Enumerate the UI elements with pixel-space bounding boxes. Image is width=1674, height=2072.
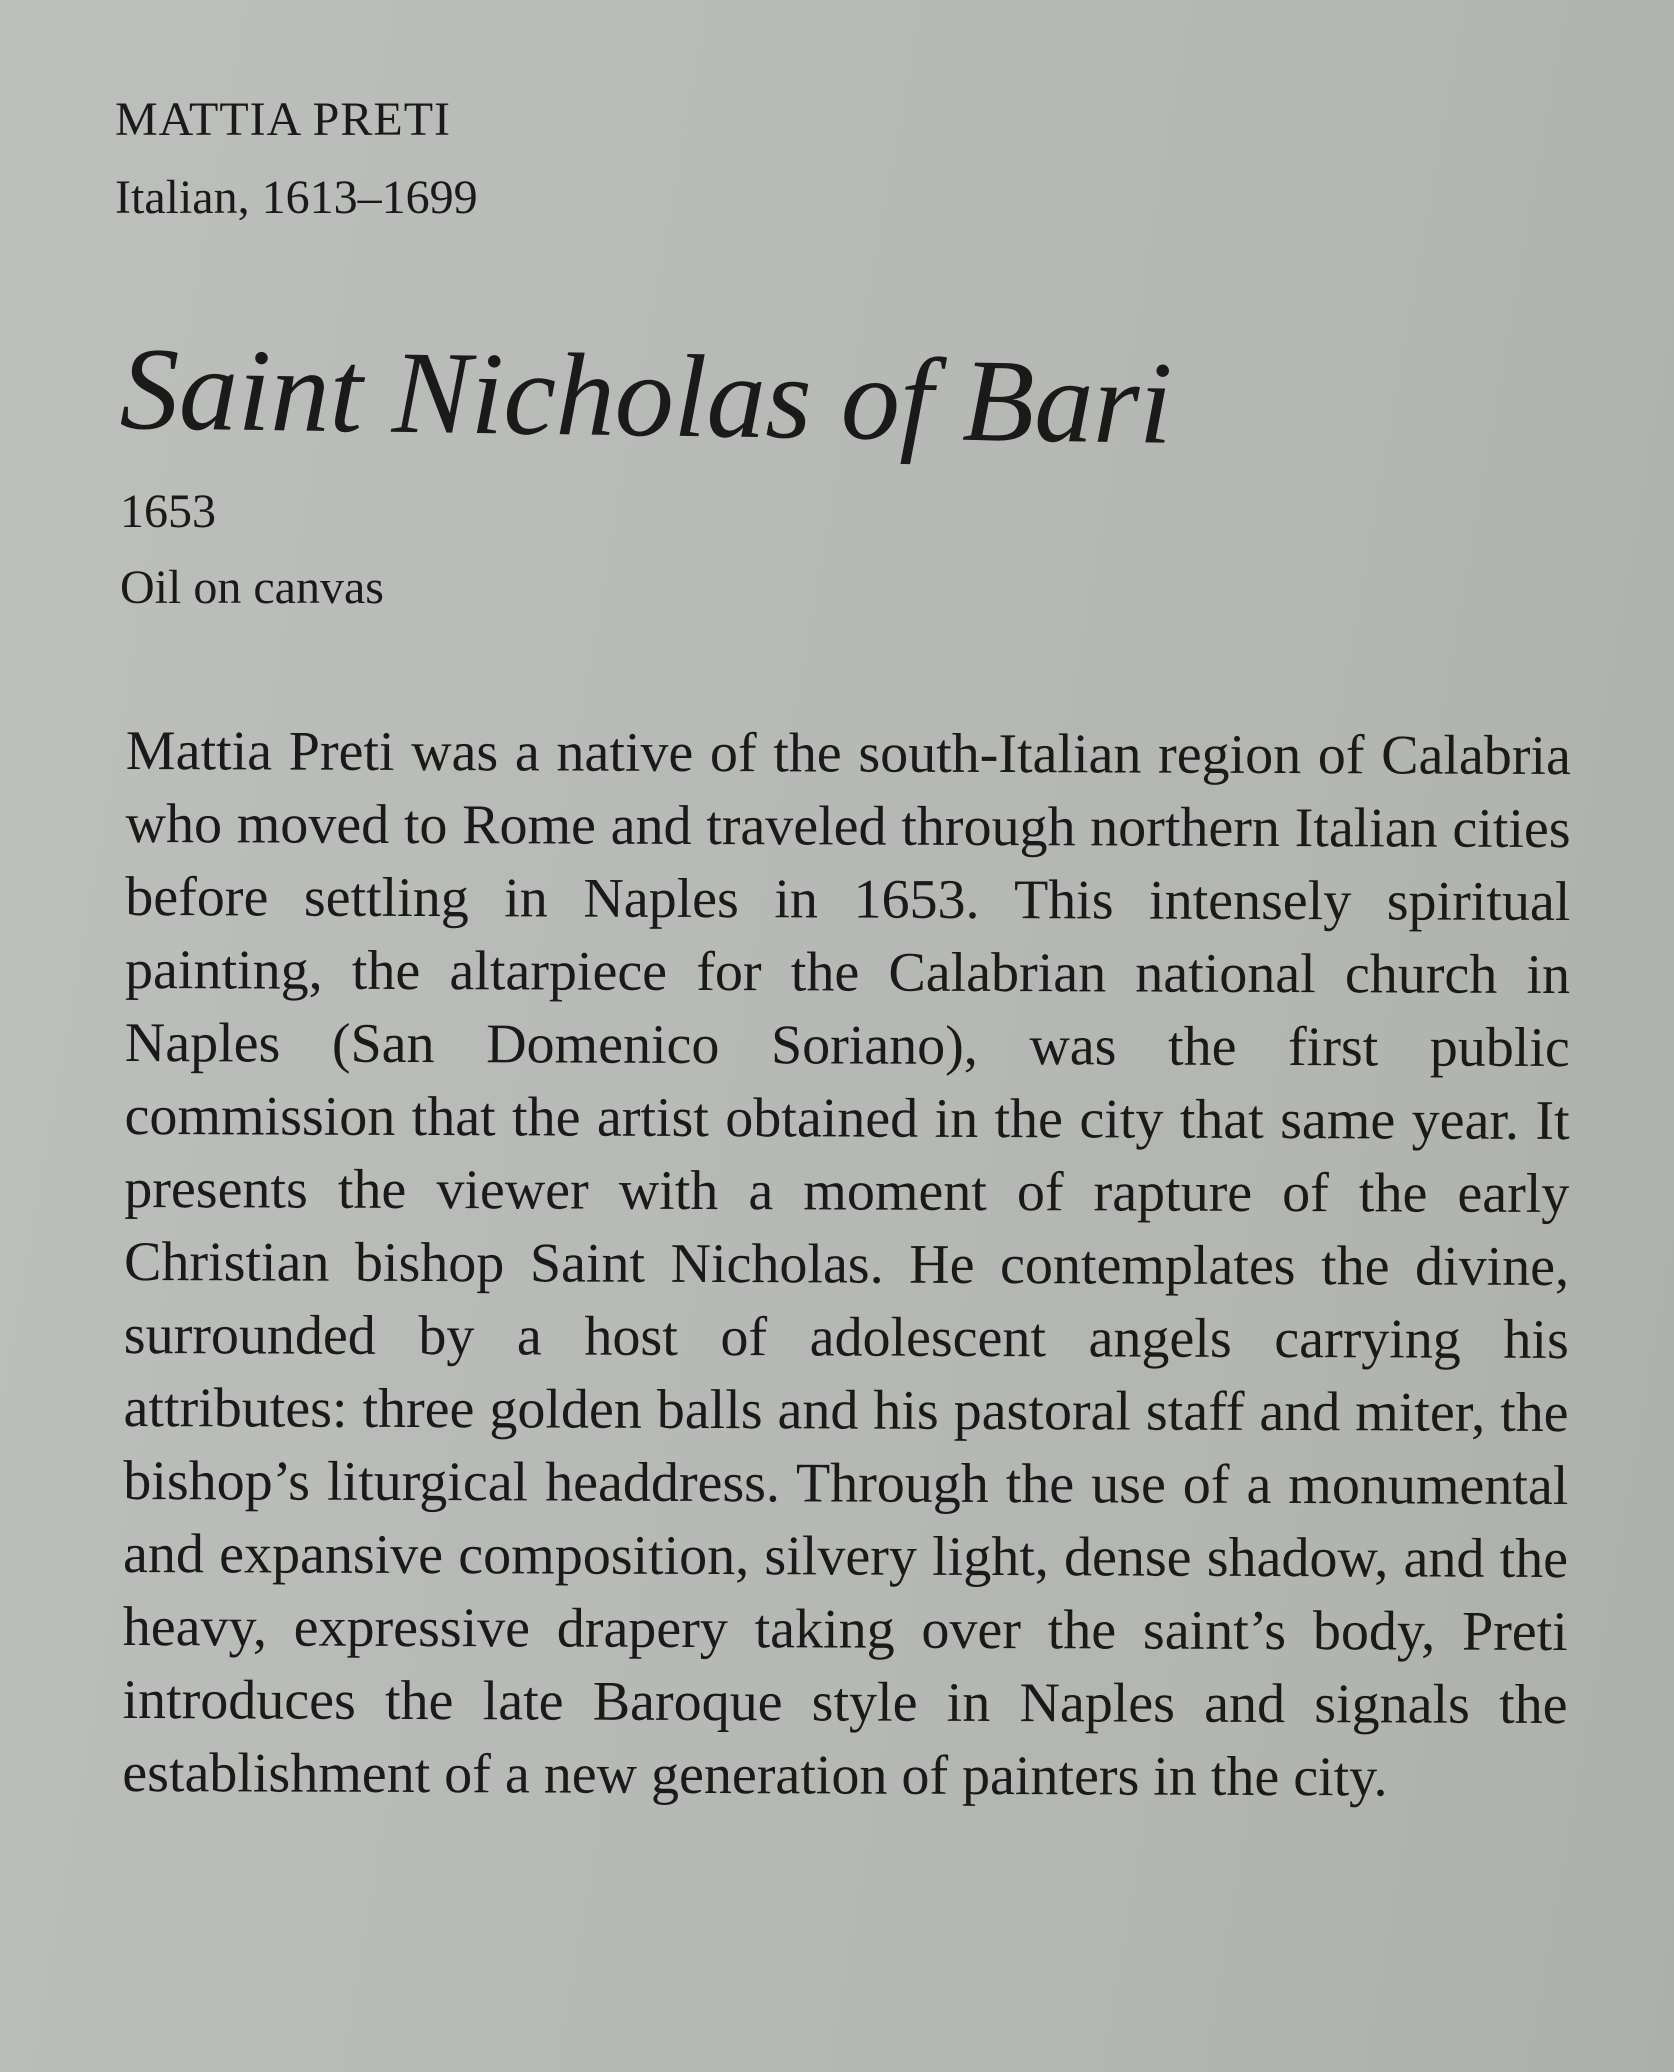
artwork-description: Mattia Preti was a native of the south-Italian region of Calabria who moved to Rome and traveled through northern Italian cities before settling in Naples in 1653. This intensely spiritual painting, the altarpiece for the Calabrian national church in Naples (San Domenico Soriano), was the first public commission that the artist obtained in the city that same year. It presents the viewer with a moment of rapture of the early Christian bishop Saint Nicholas. He contemplates the divine, surrounded by a host of adolescent angels carrying his attributes: three golden balls and his pastoral staff and miter, the bishop’s liturgical headdress. Through the use of a monumental and expansive composition, silvery light, dense shadow, and the heavy, expressive drapery taking over the saint’s body, Preti introduces the late Baroque style in Naples and signals the establishment of a new generation of painters in the city. xyxy=(122,720,1571,1809)
artwork-date: 1653 xyxy=(120,485,216,538)
artwork-title: Saint Nicholas of Bari xyxy=(119,323,1174,469)
artist-nationality-dates: Italian, 1613–1699 xyxy=(115,171,478,224)
artwork-medium: Oil on canvas xyxy=(120,561,384,614)
artist-name: MATTIA PRETI xyxy=(115,93,451,146)
